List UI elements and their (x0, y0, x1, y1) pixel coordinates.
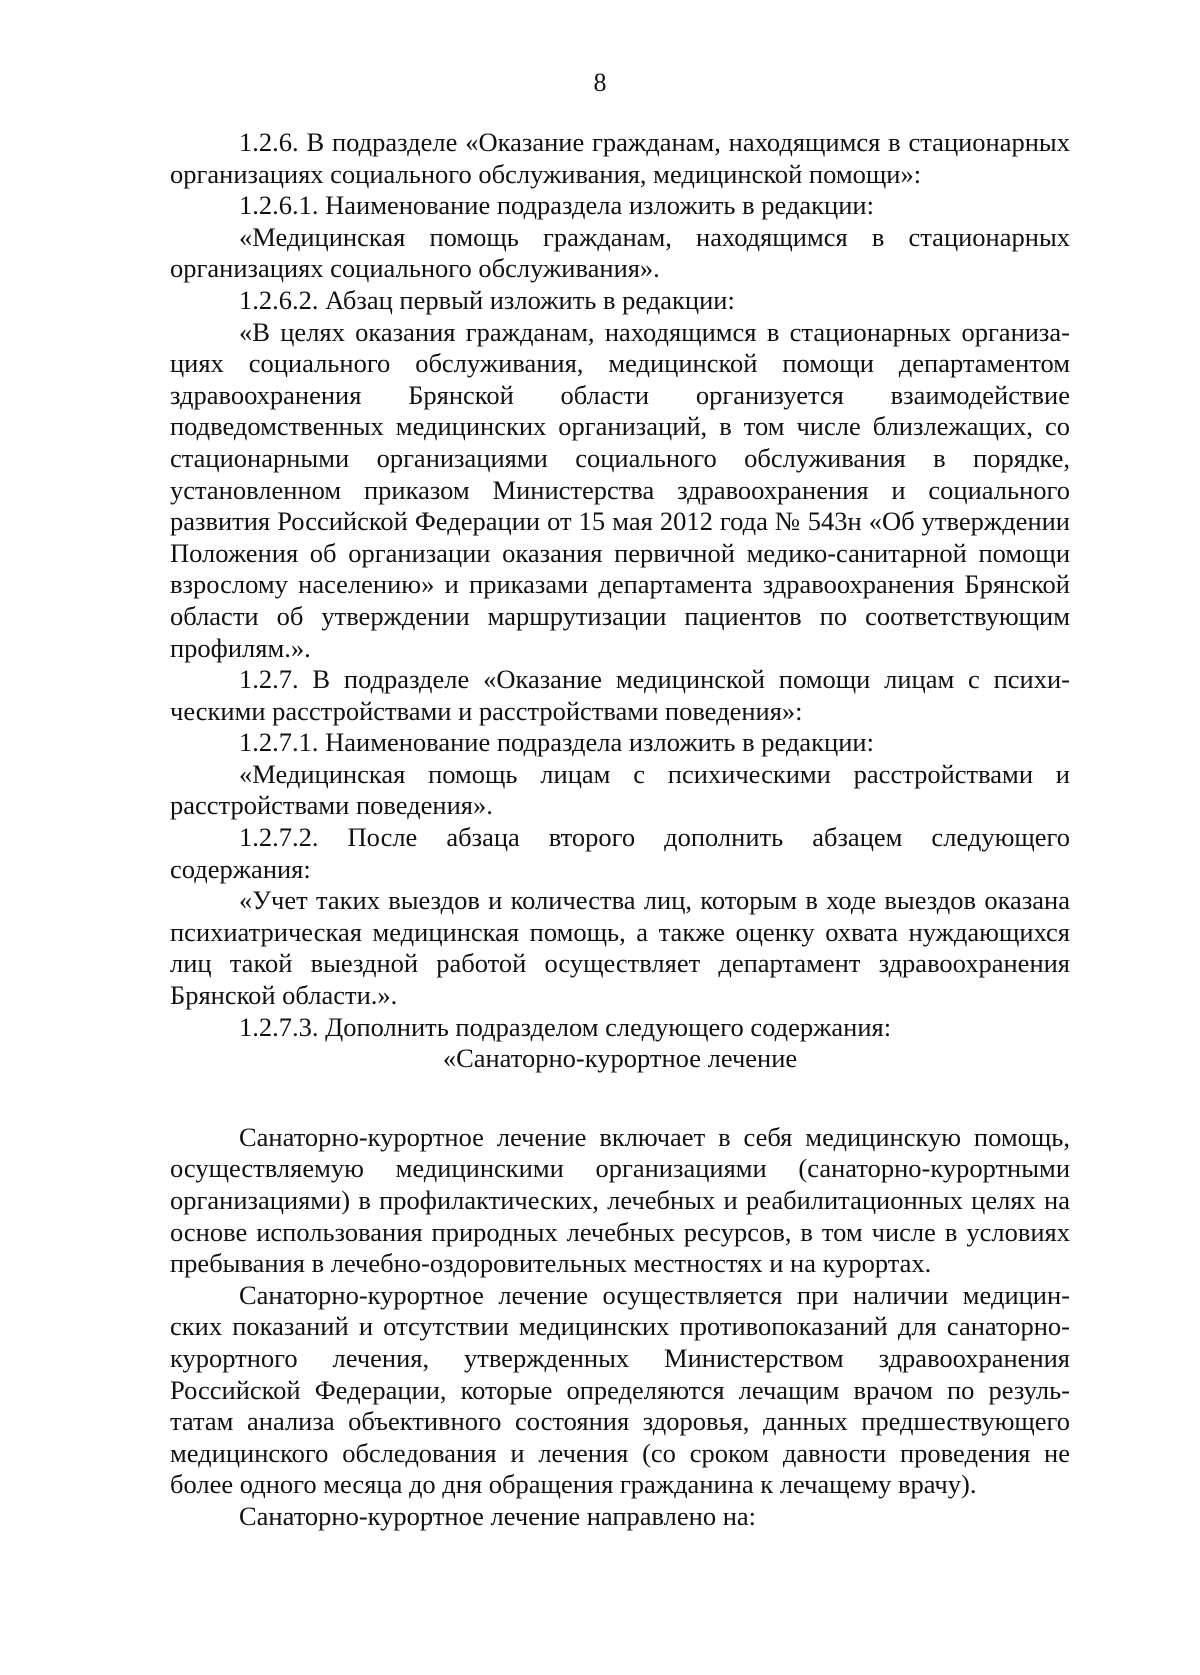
subsection-heading: «Санаторно-курортное лечение (442, 1043, 798, 1074)
paragraph-1-2-6: 1.2.6. В подразделе «Оказание гражданам, находящимся в стационарных организациях социального обслуживания, медицинской помощи»: (170, 127, 1070, 189)
paragraph-1-2-6-2: 1.2.6.2. Абзац первый изложить в редакции: (239, 284, 735, 315)
paragraph-1-2-7-2: 1.2.7.2. После абзаца второго дополнить абзацем следующего содержания: (170, 822, 1070, 884)
paragraph-new-text-1-2-7-2: «Учет таких выездов и количества лиц, которым в ходе выездов оказана психиатрическая медицинская помощь, а также оценку охвата нуждающихся лиц такой выездной работой осуществляет департамент здравоохранения Брянской области.». (170, 885, 1070, 1011)
paragraph-1-2-7-3: 1.2.7.3. Дополнить подразделом следующего содержания: (239, 1011, 892, 1042)
paragraph-new-title-1-2-7-1: «Медицинская помощь лицам с психическими расстройствами и расстройствами поведения». (170, 758, 1070, 821)
document-body (170, 127, 1070, 1533)
paragraph-1-2-7: 1.2.7. В подразделе «Оказание медицинской помощи лицам с психическими расстройствами и расстройствами поведения»: (170, 664, 1070, 726)
paragraph-new-text-1-2-6-2: «В целях оказания гражданам, находящимся в стационарных организациях социального обслуживания, медицинской помощи департаментом здравоохранения Брянской области организуется взаимодействие подведомственных медицинских организаций, в том числе близлежащих, со стационарными организациями социального обслуживания в порядке, установленном приказом Министерства здравоохранения и социального развития Российской Федерации от 15 мая 2012 года № 543н «Об утверждении Положения об организации оказания первичной медико-санитарной помощи взрослому населению» и приказами департамента здравоохранения Брянской области об утверждении маршрутизации пациентов по соответствующим профилям.». (170, 316, 1070, 663)
page-number: 8 (593, 68, 607, 97)
paragraph-new-title-1-2-6-1: «Медицинская помощь гражданам, находящимся в стационарных организациях социального обслуживания». (170, 221, 1070, 284)
paragraph-1-2-6-1: 1.2.6.1. Наименование подраздела изложить в редакции: (239, 190, 874, 221)
subsection-paragraph-2: Санаторно-курортное лечение осуществляется при наличии медицинских показаний и отсутствии медицинских противопоказаний для санаторно-курортного лечения, утвержденных Министерством здравоохранения Российской Федерации, которые определяются лечащим врачом по результатам анализа объективного состояния здоровья, данных предшествующего медицинского обследования и лечения (со сроком давности проведения не более одного месяца до дня обращения гражданина к лечащему врачу). (170, 1279, 1070, 1500)
subsection-paragraph-3: Санаторно-курортное лечение направлено на: (239, 1500, 757, 1531)
paragraph-1-2-7-1: 1.2.7.1. Наименование подраздела изложить в редакции: (239, 727, 874, 758)
subsection-paragraph-1: Санаторно-курортное лечение включает в себя медицинскую помощь, осуществляемую медицинскими организациями (санаторно-курортными организациями) в профилактических, лечебных и реабилитационных целях на основе использования природных лечебных ресурсов, в том числе в условиях пребывания в лечебно-оздоровительных местностях и на курортах. (170, 1121, 1070, 1279)
